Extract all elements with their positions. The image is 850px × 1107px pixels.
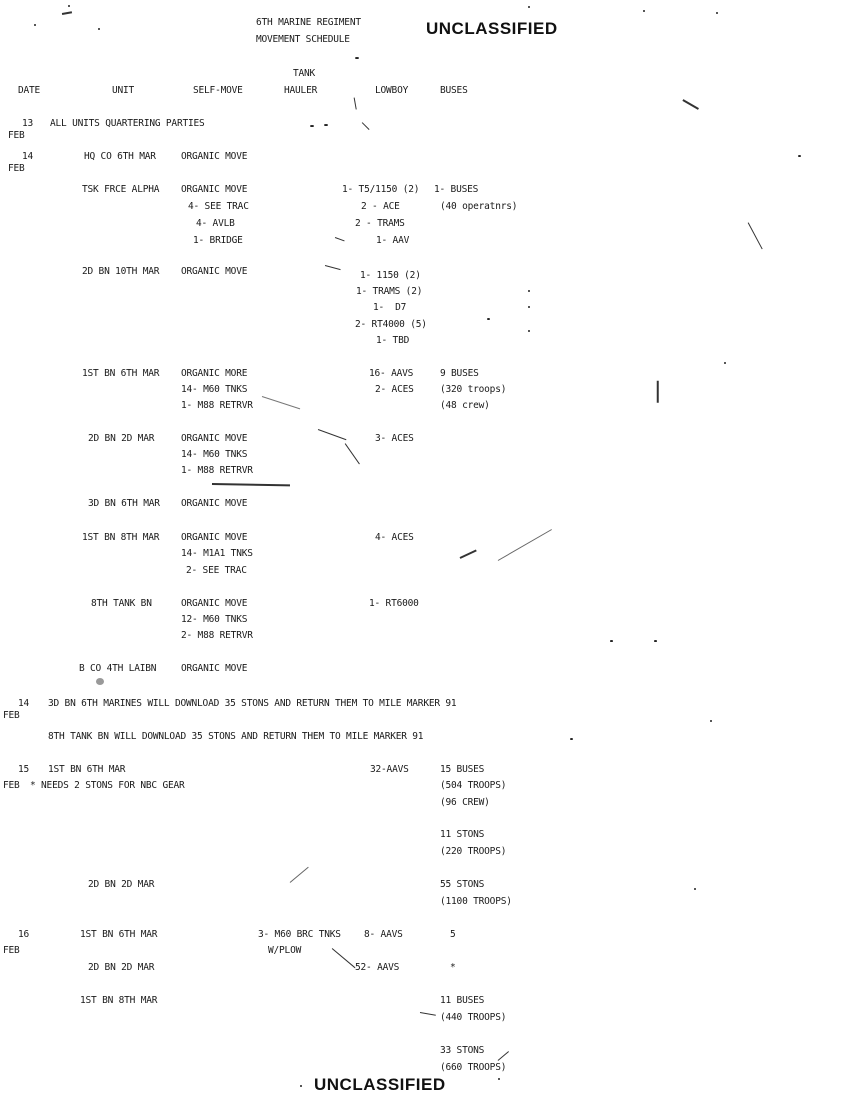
scan-speck [487,318,490,320]
self-move-cell: ORGANIC MOVE [181,532,248,543]
scan-speck [528,330,530,332]
unit-cell: 1ST BN 8TH MAR [80,995,158,1006]
scan-mark [362,122,370,130]
scan-mark [290,867,309,883]
scan-mark [318,429,347,440]
date-month: FEB [3,945,20,956]
classification-bottom: UNCLASSIFIED [314,1075,446,1094]
buses-cell: (1100 TROOPS) [440,896,512,907]
date-day: 16 [18,929,30,940]
buses-cell: (48 crew) [440,400,490,411]
scan-speck [570,738,573,740]
unit-cell: 1ST BN 6TH MAR [48,764,126,775]
self-move-cell: 1- BRIDGE [193,235,243,246]
scan-speck [498,1078,500,1080]
self-move-cell: 4- AVLB [196,218,235,229]
lowboy-cell: 2- RT4000 (5) [355,319,427,330]
scan-mark [332,948,356,968]
col-self-move: SELF-MOVE [193,85,243,96]
scan-speck [643,10,645,12]
col-date: DATE [18,85,41,96]
lowboy-cell: 8- AAVS [364,929,403,940]
self-move-cell: ORGANIC MOVE [181,433,248,444]
scan-speck [98,28,100,30]
scan-speck [528,6,530,8]
unit-cell: 3D BN 6TH MAR [88,498,160,509]
scan-speck [798,155,801,157]
date-month: FEB [8,163,25,174]
lowboy-cell: 1- D7 [373,302,407,313]
scan-speck [324,124,328,126]
self-move-cell: ORGANIC MOVE [181,598,248,609]
self-move-cell: ORGANIC MOVE [181,151,248,162]
self-move-cell: 14- M60 TNKS [181,449,248,460]
date-day: 14 [18,698,30,709]
note-line: 8TH TANK BN WILL DOWNLOAD 35 STONS AND RETURN THEM TO MILE MARKER 91 [48,731,424,742]
note-line: * NEEDS 2 STONS FOR NBC GEAR [30,780,185,791]
col-tank-hauler-line1: TANK [293,68,316,79]
self-move-cell: 1- M88 RETRVR [181,400,253,411]
buses-cell: (40 operatnrs) [440,201,518,212]
unit-cell: 2D BN 2D MAR [88,879,155,890]
lowboy-cell: 4- ACES [375,532,414,543]
title-line-1: 6TH MARINE REGIMENT [256,17,361,28]
self-move-cell: 12- M60 TNKS [181,614,248,625]
scan-mark [62,11,72,14]
scan-mark [212,483,290,486]
buses-cell: (220 TROOPS) [440,846,507,857]
date-day: 14 [22,151,34,162]
title-line-2: MOVEMENT SCHEDULE [256,34,350,45]
hauler-cell: W/PLOW [268,945,302,956]
scan-speck [528,290,530,292]
scan-mark [498,529,552,561]
self-move-cell: ORGANIC MOVE [181,266,248,277]
scan-mark [335,237,345,242]
scan-speck [355,57,359,59]
self-move-cell: ORGANIC MOVE [181,663,248,674]
lowboy-cell: 1- TBD [376,335,410,346]
scan-speck [68,5,70,7]
scan-speck [310,125,314,127]
col-unit: UNIT [112,85,135,96]
unit-cell: ALL UNITS QUARTERING PARTIES [50,118,205,129]
self-move-cell: ORGANIC MOVE [181,498,248,509]
lowboy-cell: 2- ACES [375,384,414,395]
scan-mark [353,98,356,110]
buses-cell: 9 BUSES [440,368,479,379]
scan-speck [694,888,696,890]
scan-mark [683,99,699,109]
buses-cell: * [450,962,456,973]
unit-cell: 8TH TANK BN [91,598,152,609]
lowboy-cell: 52- AAVS [355,962,400,973]
unit-cell: 2D BN 10TH MAR [82,266,160,277]
lowboy-cell: 1- TRAMS (2) [356,286,423,297]
buses-cell: 15 BUSES [440,764,485,775]
scan-speck [96,678,104,685]
buses-cell: 5 [450,929,456,940]
unit-cell: 1ST BN 8TH MAR [82,532,160,543]
unit-cell: 1ST BN 6TH MAR [82,368,160,379]
hauler-cell: 3- M60 BRC TNKS [258,929,341,940]
scan-speck [724,362,726,364]
lowboy-cell: 32-AAVS [370,764,409,775]
unit-cell: TSK FRCE ALPHA [82,184,160,195]
scan-speck [654,640,657,642]
scan-mark [747,222,762,249]
scan-speck [300,1085,302,1087]
date-month: FEB [3,710,20,721]
buses-cell: (504 TROOPS) [440,780,507,791]
lowboy-cell: 2 - ACE [361,201,400,212]
buses-cell: (320 troops) [440,384,507,395]
scan-mark [325,265,341,270]
unit-cell: B CO 4TH LAIBN [79,663,157,674]
self-move-cell: 14- M60 TNKS [181,384,248,395]
scan-speck [710,720,712,722]
lowboy-cell: 16- AAVS [369,368,414,379]
date-month: FEB [8,130,25,141]
unit-cell: 1ST BN 6TH MAR [80,929,158,940]
scan-speck [610,640,613,642]
scan-speck [528,306,530,308]
self-move-cell: 14- M1A1 TNKS [181,548,253,559]
lowboy-cell: 2 - TRAMS [355,218,405,229]
date-day: 15 [18,764,30,775]
buses-cell: 11 BUSES [440,995,485,1006]
date-month: FEB [3,780,20,791]
lowboy-cell: 3- ACES [375,433,414,444]
scan-mark [460,549,477,558]
unit-cell: HQ CO 6TH MAR [84,151,156,162]
lowboy-cell: 1- RT6000 [369,598,419,609]
lowboy-cell: 1- AAV [376,235,410,246]
scan-mark [657,381,659,403]
buses-cell: 11 STONS [440,829,485,840]
self-move-cell: 2- M88 RETRVR [181,630,253,641]
date-day: 13 [22,118,34,129]
self-move-cell: ORGANIC MOVE [181,184,248,195]
col-tank-hauler-line2: HAULER [284,85,318,96]
self-move-cell: 4- SEE TRAC [188,201,249,212]
buses-cell: (660 TROOPS) [440,1062,507,1073]
self-move-cell: 2- SEE TRAC [186,565,247,576]
scan-speck [716,12,718,14]
classification-top: UNCLASSIFIED [426,19,558,38]
unit-cell: 2D BN 2D MAR [88,433,155,444]
scan-mark [420,1012,436,1016]
scan-mark [498,1051,509,1061]
scan-speck [34,24,36,26]
self-move-cell: 1- M88 RETRVR [181,465,253,476]
scan-mark [344,443,359,464]
col-buses: BUSES [440,85,468,96]
unit-cell: 2D BN 2D MAR [88,962,155,973]
buses-cell: 33 STONS [440,1045,485,1056]
buses-cell: 1- BUSES [434,184,479,195]
note-line: 3D BN 6TH MARINES WILL DOWNLOAD 35 STONS AND RETURN THEM TO MILE MARKER 91 [48,698,457,709]
buses-cell: (96 CREW) [440,797,490,808]
buses-cell: 55 STONS [440,879,485,890]
col-lowboy: LOWBOY [375,85,409,96]
buses-cell: (440 TROOPS) [440,1012,507,1023]
self-move-cell: ORGANIC MORE [181,368,248,379]
lowboy-cell: 1- 1150 (2) [360,270,421,281]
scan-mark [262,396,300,409]
lowboy-cell: 1- T5/1150 (2) [342,184,420,195]
